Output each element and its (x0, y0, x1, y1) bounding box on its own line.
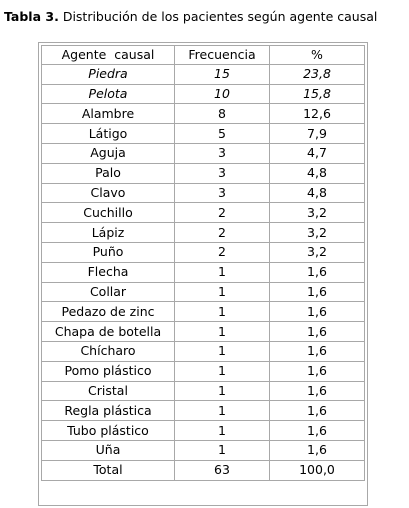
cell-porcentaje: 1,6 (270, 382, 365, 402)
cell-porcentaje: 4,8 (270, 164, 365, 184)
table-row (41, 401, 365, 421)
table-row (41, 283, 365, 303)
cell-agente: Clavo (41, 184, 175, 204)
cell-agente: Chícharo (41, 342, 175, 362)
table-row (41, 65, 365, 85)
table-row (41, 441, 365, 461)
table-row (41, 263, 365, 283)
cell-agente: Lápiz (41, 223, 175, 243)
cell-frecuencia: 1 (175, 283, 270, 303)
cell-porcentaje: 4,7 (270, 144, 365, 164)
cell-porcentaje: 3,2 (270, 223, 365, 243)
cell-porcentaje: 1,6 (270, 302, 365, 322)
cell-porcentaje: 1,6 (270, 322, 365, 342)
table-row (41, 243, 365, 263)
cell-porcentaje: 1,6 (270, 401, 365, 421)
cell-agente: Regla plástica (41, 401, 175, 421)
table-row (41, 184, 365, 204)
cell-porcentaje: 4,8 (270, 184, 365, 204)
data-table (41, 45, 365, 481)
cell-porcentaje: 23,8 (270, 65, 365, 85)
cell-porcentaje: 1,6 (270, 421, 365, 441)
header-porcentaje: % (270, 45, 365, 65)
table-row (41, 124, 365, 144)
cell-frecuencia: 5 (175, 124, 270, 144)
header-row (41, 45, 365, 65)
table-row (41, 164, 365, 184)
cell-agente: Pomo plástico (41, 362, 175, 382)
table-caption (4, 9, 377, 25)
table-row (41, 85, 365, 105)
cell-porcentaje: 3,2 (270, 243, 365, 263)
cell-agente: Cristal (41, 382, 175, 402)
header-frecuencia: Frecuencia (175, 45, 270, 65)
cell-frecuencia: 3 (175, 144, 270, 164)
header-agente-causal: Agente causal (41, 45, 175, 65)
cell-porcentaje: 1,6 (270, 283, 365, 303)
table-row (41, 342, 365, 362)
cell-frecuencia: 10 (175, 85, 270, 105)
cell-porcentaje: 12,6 (270, 104, 365, 124)
cell-frecuencia: 8 (175, 104, 270, 124)
cell-agente: Aguja (41, 144, 175, 164)
cell-frecuencia: 1 (175, 421, 270, 441)
table-row (41, 322, 365, 342)
cell-agente: Alambre (41, 104, 175, 124)
total-frecuencia: 63 (175, 461, 270, 481)
cell-frecuencia: 15 (175, 65, 270, 85)
total-label: Total (41, 461, 175, 481)
cell-porcentaje: 15,8 (270, 85, 365, 105)
cell-frecuencia: 1 (175, 322, 270, 342)
cell-frecuencia: 1 (175, 441, 270, 461)
cell-agente: Piedra (41, 65, 175, 85)
cell-frecuencia: 1 (175, 342, 270, 362)
total-row (41, 461, 365, 481)
cell-agente: Collar (41, 283, 175, 303)
table-row (41, 421, 365, 441)
data-table-frame (38, 42, 368, 506)
cell-frecuencia: 1 (175, 263, 270, 283)
table-row (41, 223, 365, 243)
table-row (41, 362, 365, 382)
cell-porcentaje: 1,6 (270, 362, 365, 382)
table-row (41, 104, 365, 124)
total-porcentaje: 100,0 (270, 461, 365, 481)
cell-frecuencia: 3 (175, 164, 270, 184)
caption-label: Tabla 3. (4, 9, 59, 24)
cell-agente: Látigo (41, 124, 175, 144)
cell-frecuencia: 3 (175, 184, 270, 204)
cell-frecuencia: 1 (175, 302, 270, 322)
cell-agente: Puño (41, 243, 175, 263)
cell-agente: Pedazo de zinc (41, 302, 175, 322)
cell-agente: Tubo plástico (41, 421, 175, 441)
cell-porcentaje: 3,2 (270, 203, 365, 223)
table-row (41, 144, 365, 164)
caption-text: Distribución de los pacientes según agente causal (62, 9, 378, 24)
cell-frecuencia: 1 (175, 362, 270, 382)
cell-agente: Cuchillo (41, 203, 175, 223)
cell-frecuencia: 1 (175, 401, 270, 421)
cell-agente: Palo (41, 164, 175, 184)
table-row (41, 302, 365, 322)
cell-agente: Uña (41, 441, 175, 461)
cell-frecuencia: 2 (175, 203, 270, 223)
cell-frecuencia: 2 (175, 223, 270, 243)
cell-porcentaje: 1,6 (270, 342, 365, 362)
cell-porcentaje: 1,6 (270, 263, 365, 283)
table-row (41, 382, 365, 402)
table-row (41, 203, 365, 223)
cell-porcentaje: 7,9 (270, 124, 365, 144)
cell-agente: Flecha (41, 263, 175, 283)
cell-porcentaje: 1,6 (270, 441, 365, 461)
cell-frecuencia: 1 (175, 382, 270, 402)
cell-frecuencia: 2 (175, 243, 270, 263)
cell-agente: Pelota (41, 85, 175, 105)
cell-agente: Chapa de botella (41, 322, 175, 342)
table-body (41, 45, 365, 481)
